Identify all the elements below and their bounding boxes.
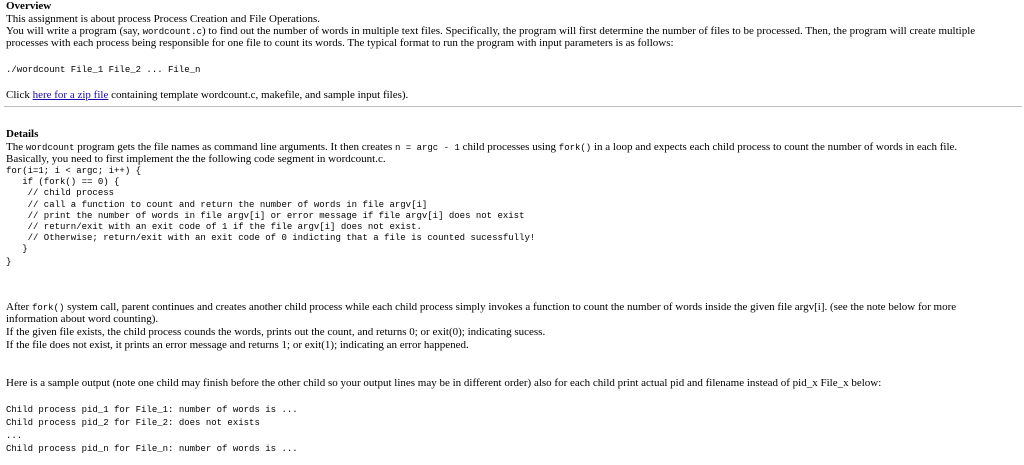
after-fork-b: system call, parent continues and creates another child process while each child process simply invokes a function to count the number of words inside the given file argv[i]. (see the note below for more [64, 301, 957, 313]
sample-output-block [6, 404, 298, 456]
zip-click-prefix: Click [6, 89, 33, 101]
fork-code: fork() [558, 143, 592, 153]
zip-file-link[interactable]: here for a zip file [32, 89, 109, 101]
code-line: // call a function to count and return the number of words in file argv[i] [6, 199, 428, 210]
file-exists-line: If the given file exists, the child process counds the words, prints out the count, and returns 0; or exit(0); indicating sucess. [6, 326, 546, 338]
sample-output-line: Child process pid_2 for File_2: does not exists [6, 418, 260, 428]
zip-file-line [6, 89, 408, 101]
details-heading: Details [6, 128, 39, 140]
argc-code: n = argc - 1 [395, 143, 460, 153]
after-fork-a: After [6, 301, 32, 313]
details-p1-d: in a loop and expects each child process to count the number of words in each file. [591, 141, 958, 153]
overview-heading: Overview [6, 0, 52, 12]
sample-output-line: Child process pid_n for File_n: number of words is ... [6, 444, 298, 454]
code-line: } [6, 244, 28, 255]
code-line: } [6, 256, 12, 267]
after-fork-line-2: information about word counting). [6, 313, 159, 325]
details-paragraph-2: Basically, you need to first implement the the following code segment in wordcount.c. [6, 153, 386, 165]
sample-output-line: ... [6, 431, 23, 441]
code-line: // return/exit with an exit code of 1 if the file argv[i] does not exist. [6, 222, 422, 233]
code-line: // child process [6, 188, 115, 199]
section-divider [4, 106, 1022, 107]
sample-output-intro: Here is a sample output (note one child may finish before the other child so your output lines may be in different order) also for each child print actual pid and filename instead of pid_x File_x below: [6, 377, 882, 389]
sample-output-line: Child process pid_1 for File_1: number of words is ... [6, 405, 298, 415]
code-line: // print the number of words in file argv[i] or error message if file argv[i] does not exist [6, 210, 525, 221]
details-p1-b: program gets the file names as command line arguments. It then creates [74, 141, 395, 153]
overview-line-3: processes with each process being responsible for one file to count its words. The typical format to run the program with input parameters is as follows: [6, 37, 674, 49]
details-p1-a: The [6, 141, 26, 153]
details-p1-c: child processes using [459, 141, 559, 153]
zip-click-suffix: containing template wordcount.c, makefile, and sample input files). [108, 89, 409, 101]
wordcount-code: wordcount [25, 143, 75, 153]
file-missing-line: If the file does not exist, it prints an error message and returns 1; or exit(1); indicating an error happened. [6, 339, 469, 351]
after-fork-code: fork() [31, 303, 65, 313]
code-line: for(i=1; i < argc; i++) { [6, 166, 142, 176]
code-line: if (fork() == 0) { [6, 177, 120, 188]
command-example: ./wordcount File_1 File_2 ... File_n [6, 65, 201, 75]
code-block [6, 166, 535, 268]
overview-line-2-start: You will write a program (say, [6, 25, 143, 37]
overview-line-2-end: ) to find out the number of words in multiple text files. Specifically, the program will first determine the number of files to be processed. Then, the program will create multiple [202, 25, 976, 37]
code-line: // Otherwise; return/exit with an exit code of 0 indicting that a file is counted sucessfully! [6, 233, 536, 244]
program-name-code: wordcount.c [142, 27, 202, 37]
overview-line-1: This assignment is about process Process Creation and File Operations. [6, 13, 321, 25]
